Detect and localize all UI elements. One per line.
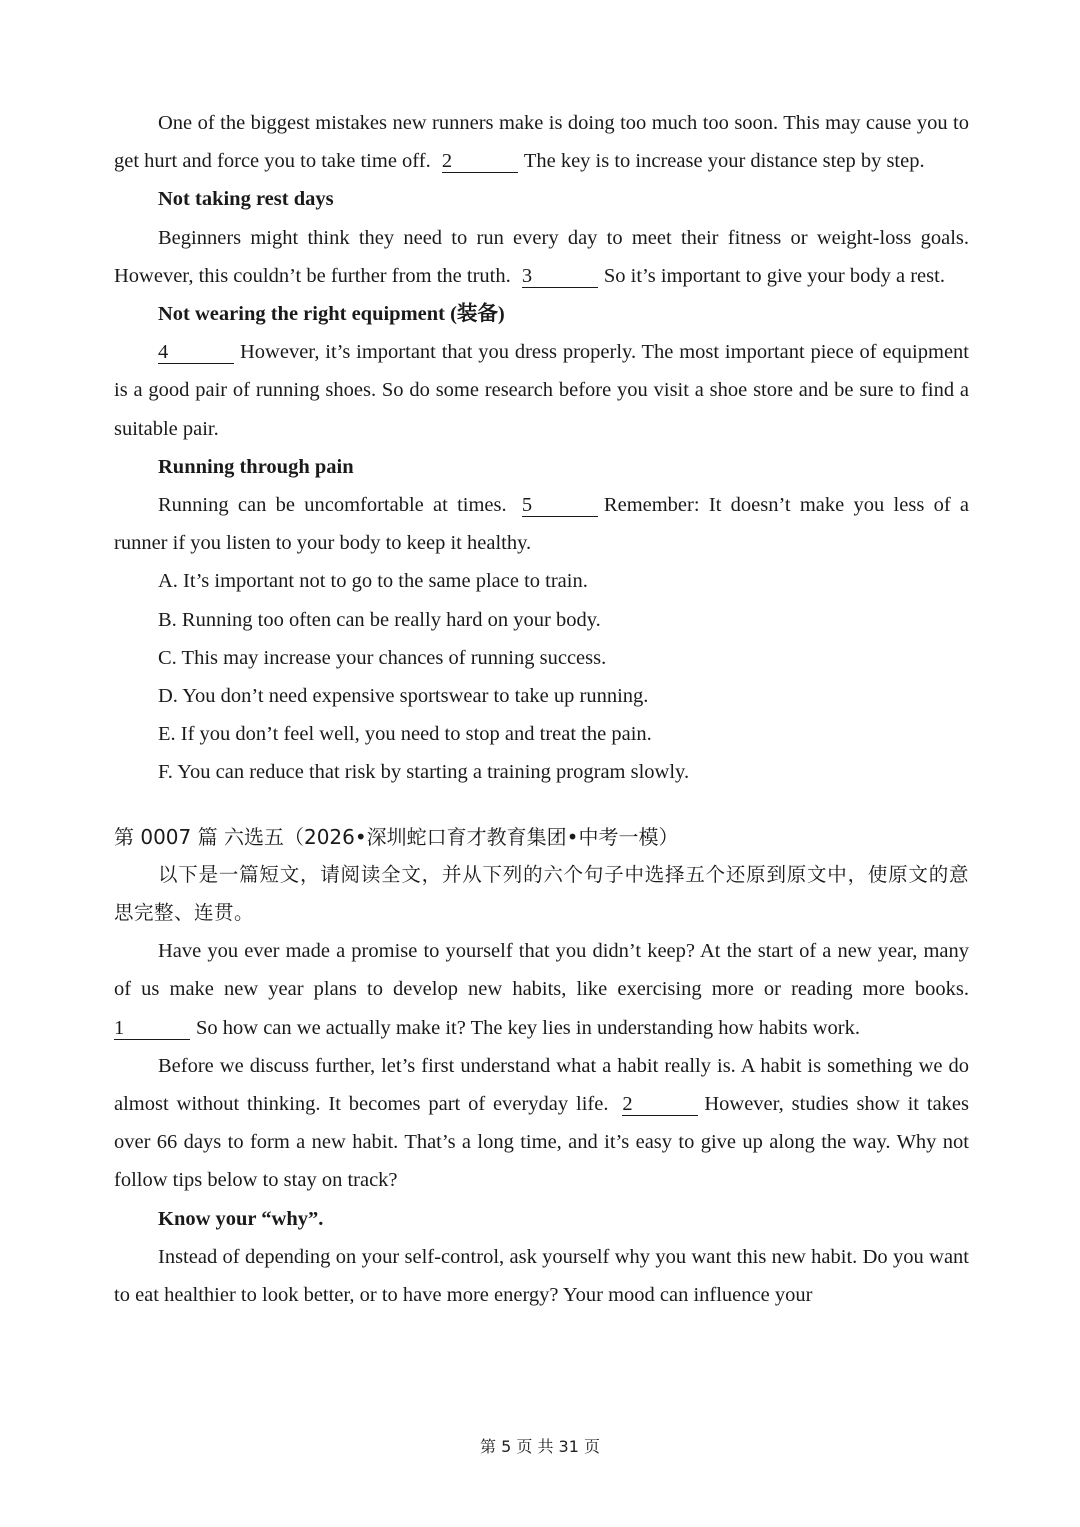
paragraph-text: Have you ever made a promise to yourself that you didn’t keep? At the start of a new year, many of us make new year plans to develop new habits, like exercising more or reading more books. (114, 940, 969, 1001)
paragraph-promise (114, 932, 969, 1047)
heading-pain: Running through pain (158, 455, 354, 478)
paragraph-text: Remember: It doesn’t make you less of a runner if you listen to your body to keep it healthy. (114, 494, 970, 555)
heading-equipment: Not wearing the right equipment (装备) (158, 303, 505, 326)
paragraph-habit (114, 1047, 969, 1200)
blank-3: 3 (522, 265, 598, 288)
option-b: B. Running too often can be really hard on your body. (158, 608, 601, 631)
option-a: A. It’s important not to go to the same place to train. (158, 570, 588, 593)
paragraph-rest (114, 219, 969, 295)
paragraph-why: Instead of depending on your self-control, ask yourself why you want this new habit. Do you want to eat healthier to look better, or to have more energy? Your mood can influence your (114, 1245, 969, 1307)
options-list (114, 562, 969, 791)
blank-1: 1 (114, 1017, 190, 1040)
blank-4: 4 (158, 341, 234, 364)
paragraph-text: The key is to increase your distance step by step. (523, 150, 925, 173)
paragraph-text: Before we discuss further, let’s first understand what a habit really is. A habit is something we do almost without thinking. It becomes part of everyday life. (114, 1054, 969, 1116)
paragraph-text: However, it’s important that you dress properly. The most important piece of equipment is a good pair of running shoes. So do some research before you visit a shoe store and be sure to find a suitable pair. (114, 341, 969, 440)
option-d: D. You don’t need expensive sportswear to take up running. (158, 685, 649, 708)
heading-rest-days: Not taking rest days (158, 188, 334, 211)
page-footer: 第 5 页 共 31 页 (480, 1437, 600, 1456)
document-page (114, 104, 969, 1314)
option-c: C. This may increase your chances of running success. (158, 646, 607, 669)
blank-2-passage2: 2 (622, 1093, 698, 1116)
paragraph-equipment (114, 333, 969, 448)
paragraph-text: So it’s important to give your body a rest. (603, 264, 945, 287)
paragraph-mistakes (114, 104, 969, 180)
option-e: E. If you don’t feel well, you need to stop and treat the pain. (158, 723, 652, 746)
instructions: 以下是一篇短文，请阅读全文，并从下列的六个句子中选择五个还原到原文中，使原文的意思完整、连贯。 (114, 862, 969, 925)
blank-2: 2 (442, 150, 518, 173)
section-title: 第 0007 篇 六选五（2026•深圳蛇口育才教育集团•中考一模） (114, 824, 679, 849)
blank-5: 5 (522, 494, 598, 517)
paragraph-pain (114, 486, 969, 562)
paragraph-text: Beginners might think they need to run every day to meet their fitness or weight-loss goals. However, this couldn’t be further from the truth. (114, 226, 969, 287)
paragraph-text: However, studies show it takes over 66 days to form a new habit. That’s a long time, and it’s easy to give up along the way. Why not follow tips below to stay on track? (114, 1093, 969, 1192)
paragraph-text: So how can we actually make it? The key lies in understanding how habits work. (196, 1016, 861, 1039)
option-f: F. You can reduce that risk by starting a training program slowly. (158, 761, 690, 784)
paragraph-text: One of the biggest mistakes new runners make is doing too much too soon. This may cause you to get hurt and force you to take time off. (114, 112, 969, 173)
heading-know-why: Know your “why”. (158, 1207, 324, 1230)
paragraph-text: Running can be uncomfortable at times. (158, 494, 507, 517)
